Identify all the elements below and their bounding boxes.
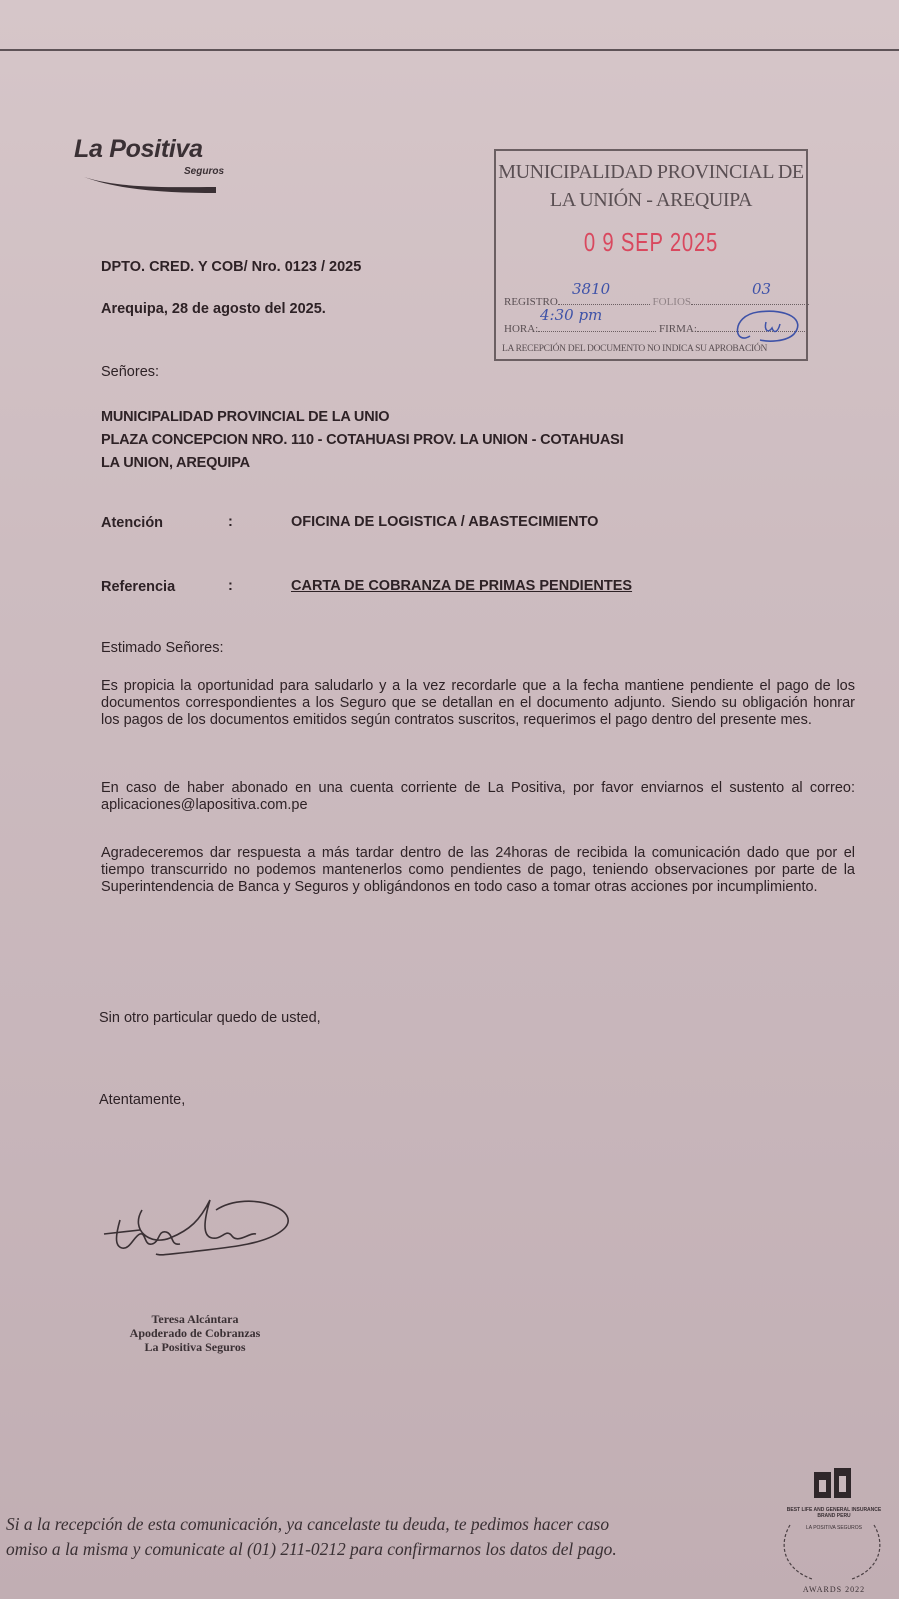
attention-value: OFICINA DE LOGISTICA / ABASTECIMIENTO [291,514,599,530]
letter-date: Arequipa, 28 de agosto del 2025. [101,301,326,317]
signer-block [100,1312,290,1354]
reception-stamp [494,149,808,361]
signer-company: La Positiva Seguros [144,1340,246,1354]
stamp-title-line2: LA UNIÓN - AREQUIPA [549,189,753,211]
closing-line: Sin otro particular quedo de usted, [99,1010,321,1026]
stamp-registro-label: REGISTRO [504,296,558,308]
attention-row [101,514,163,532]
footer-line2: omiso a la misma y comunicate al (01) 211-0212 para confirmarnos los datos del pago. [6,1539,617,1559]
stamp-hora-value: 4:30 pm [540,306,603,324]
la-positiva-logo [72,135,232,205]
attention-label: Atención [101,515,164,531]
closing-regards: Atentamente, [99,1092,186,1108]
logo-swoosh-icon [82,175,218,195]
stamp-folios-label: FOLIOS [652,296,692,308]
stamp-date: 0 9 SEP 2025 [583,227,719,257]
footer-note [6,1512,617,1562]
stamp-registro-value: 3810 [572,280,611,298]
recipient-line1: MUNICIPALIDAD PROVINCIAL DE LA UNIO [101,409,390,425]
award-sub: LA POSITIVA SEGUROS [805,1525,863,1531]
attention-colon: : [228,514,233,530]
award-badge [772,1455,892,1595]
signer-title: Apoderado de Cobranzas [129,1326,261,1340]
paragraph-3: Agradeceremos dar respuesta a más tardar dentro de las 24horas de recibida la comunicación dado que por el tiempo transcurrido no podemos mantenerlos como pendientes de pago, teniendo observaciones por parte de la Superintendencia de Banca y Seguros y obligándonos en todo caso a tomar otras acciones por incumplimiento. [101,845,855,895]
page-top-edge-line [0,49,899,51]
reference-colon: : [228,578,233,594]
award-year: AWARDS 2022 [802,1585,866,1594]
logo-sub: Seguros [184,166,225,177]
logo-name: La Positiva [74,135,203,163]
stamp-title-line1: MUNICIPALIDAD PROVINCIAL DE [498,161,804,183]
recipient-line3: LA UNION, AREQUIPA [101,455,250,471]
salutation: Señores: [101,364,160,380]
stamp-footer: LA RECEPCIÓN DEL DOCUMENTO NO INDICA SU APROBACIÓN [502,344,768,354]
stamp-firma-label: FIRMA: [658,323,697,335]
reference-value: CARTA DE COBRANZA DE PRIMAS PENDIENTES [291,578,633,594]
recipient-address [101,406,623,475]
paragraph-1: Es propicia la oportunidad para saludarlo y a la vez recordarle que a la fecha mantiene pendiente el pago de los documentos correspondientes a los Seguro que se detallan en el documento adjunto. Siendo su obligación honrar los pagos de los documentos emitidos según contratos suscritos, requerimos el pago dentro del presente mes. [101,678,855,728]
footer-line1: Si a la recepción de esta comunicación, ya cancelaste tu deuda, te pedimos hacer caso [6,1514,610,1534]
reference-row [101,578,175,596]
greeting: Estimado Señores: [101,640,224,656]
award-text: BEST LIFE AND GENERAL INSURANCE BRAND PERU [786,1507,882,1519]
stamp-hora-label: HORA: [504,323,539,335]
reference-number: DPTO. CRED. Y COB/ Nro. 0123 / 2025 [101,259,362,275]
recipient-line2: PLAZA CONCEPCION NRO. 110 - COTAHUASI PROV. LA UNION - COTAHUASI [101,432,624,448]
gbm-logo-icon [814,1468,852,1498]
paragraph-2: En caso de haber abonado en una cuenta corriente de La Positiva, por favor enviarnos el sustento al correo: aplicaciones@lapositiva.com.pe [101,780,855,813]
reference-label: Referencia [101,579,176,595]
handwritten-signature [100,1190,300,1290]
stamp-folios-value: 03 [752,280,772,298]
signer-name: Teresa Alcántara [151,1312,239,1326]
